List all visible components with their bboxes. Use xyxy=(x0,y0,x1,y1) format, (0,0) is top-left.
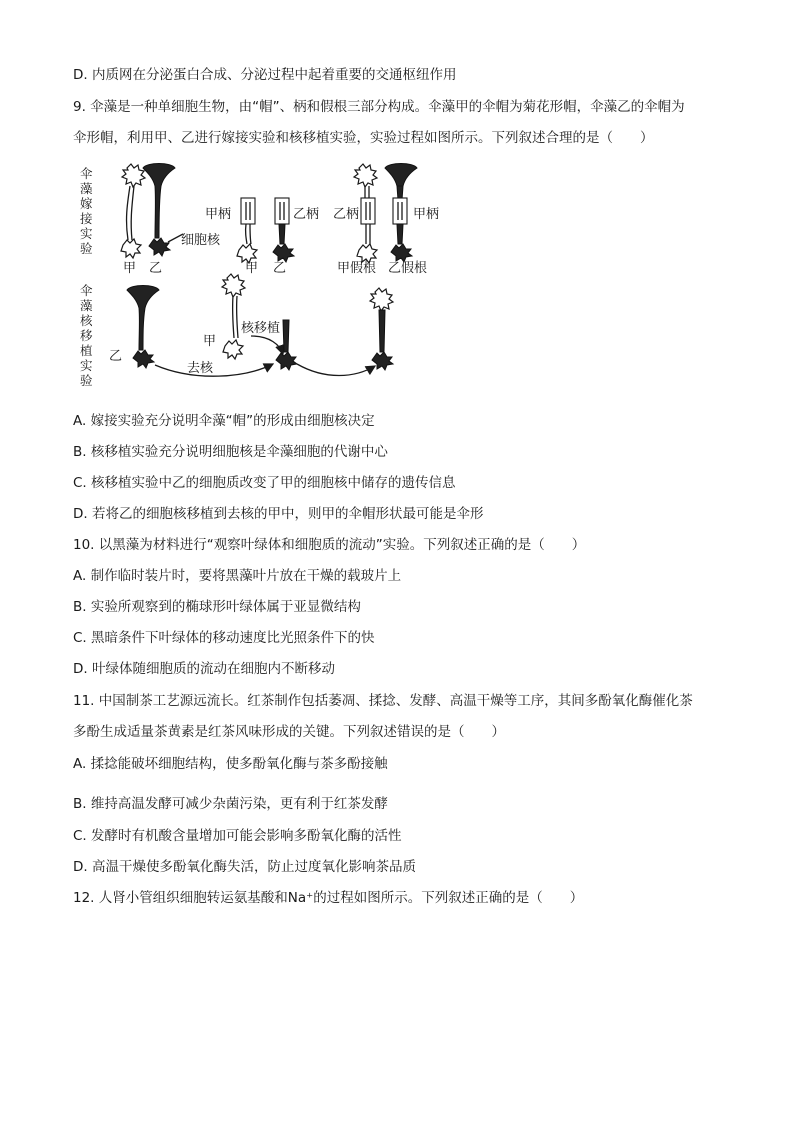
svg-text:验: 验 xyxy=(80,241,93,256)
svg-text:伞: 伞 xyxy=(80,166,93,181)
q9-option-c: C. 核移植实验中乙的细胞质改变了甲的细胞核中储存的遗传信息 xyxy=(73,475,456,491)
label-jia-3: 甲 xyxy=(203,334,217,349)
q10-option-a: A. 制作临时装片时，要将黑藻叶片放在干燥的载玻片上 xyxy=(73,568,402,584)
yi-base-with-jia-stalk xyxy=(273,198,294,262)
jia-base-with-yi-stalk xyxy=(237,198,257,263)
q11-stem-line2: 多酚生成适量茶黄素是红茶风味形成的关键。下列叙述错误的是（ ） xyxy=(73,724,505,740)
label-jia-stalk-1: 甲柄 xyxy=(205,207,232,222)
q11-option-c: C. 发酵时有机酸含量增加可能会影响多酚氧化酶的活性 xyxy=(73,828,402,844)
label-yi-stalk-1: 乙柄 xyxy=(293,207,320,222)
label-yi-stalk-2: 乙柄 xyxy=(333,207,360,222)
transplant-alga-jia xyxy=(222,274,245,359)
label-jia-stalk-2: 甲柄 xyxy=(413,207,440,222)
q11-stem-line1: 11. 中国制茶工艺源远流长。红茶制作包括萎凋、揉捻、发酵、高温干燥等工序，其间多酚氧化酶催化茶 xyxy=(73,693,693,709)
label-yi-3: 乙 xyxy=(109,349,123,364)
q11-option-b: B. 维持高温发酵可减少杂菌污染，更有利于红茶发酵 xyxy=(73,796,388,812)
transplant-arrow xyxy=(251,336,283,354)
svg-text:藻: 藻 xyxy=(80,298,93,313)
graft-experiment-title xyxy=(80,166,93,256)
q12-stem: 12. 人肾小管组织细胞转运氨基酸和Na⁺的过程如图所示。下列叙述正确的是（ ） xyxy=(73,890,584,906)
transplant-experiment-title xyxy=(80,283,93,388)
q10-option-b: B. 实验所观察到的椭球形叶绿体属于亚显微结构 xyxy=(73,599,361,615)
svg-text:验: 验 xyxy=(80,373,93,388)
q8-option-d: D. 内质网在分泌蛋白合成、分泌过程中起着重要的交通枢纽作用 xyxy=(73,67,457,83)
svg-text:藻: 藻 xyxy=(80,181,93,196)
svg-text:接: 接 xyxy=(80,211,93,226)
q9-stem-line2: 伞形帽，利用甲、乙进行嫁接实验和核移植实验，实验过程如图所示。下列叙述合理的是（ ） xyxy=(73,130,654,146)
q10-option-c: C. 黑暗条件下叶绿体的移动速度比光照条件下的快 xyxy=(73,630,375,646)
label-yi-1: 乙 xyxy=(149,261,163,276)
alga-yi-whole xyxy=(143,164,175,257)
svg-text:实: 实 xyxy=(80,358,93,373)
label-nuclear-transplant: 核移植 xyxy=(241,321,281,336)
q10-option-d: D. 叶绿体随细胞质的流动在细胞内不断移动 xyxy=(73,661,335,677)
q9-option-a: A. 嫁接实验充分说明伞藻“帽”的形成由细胞核决定 xyxy=(73,413,375,429)
label-jia-2: 甲 xyxy=(245,261,259,276)
q10-stem: 10. 以黑藻为材料进行“观察叶绿体和细胞质的流动”实验。下列叙述正确的是（ ） xyxy=(73,537,586,553)
result-arrow xyxy=(297,364,375,376)
q11-option-d: D. 高温干燥使多酚氧化酶失活，防止过度氧化影响茶品质 xyxy=(73,859,416,875)
label-enucleate: 去核 xyxy=(187,361,214,376)
q11-option-a: A. 揉捻能破坏细胞结构，使多酚氧化酶与茶多酚接触 xyxy=(73,756,388,772)
svg-text:实: 实 xyxy=(80,226,93,241)
label-yi-rhizoid: 乙假根 xyxy=(388,261,428,276)
q9-stem-line1: 9. 伞藻是一种单细胞生物，由“帽”、柄和假根三部分构成。伞藻甲的伞帽为菊花形帽，伞藻乙的伞帽为 xyxy=(73,99,685,115)
label-nucleus: 细胞核 xyxy=(181,233,221,248)
svg-text:植: 植 xyxy=(80,343,93,358)
transplant-alga-yi xyxy=(127,286,159,369)
q9-option-b: B. 核移植实验充分说明细胞核是伞藻细胞的代谢中心 xyxy=(73,444,388,460)
svg-text:嫁: 嫁 xyxy=(80,196,93,211)
svg-text:核: 核 xyxy=(80,313,93,328)
alga-jia-whole xyxy=(121,164,145,258)
q9-option-d: D. 若将乙的细胞核移植到去核的甲中，则甲的伞帽形状最可能是伞形 xyxy=(73,506,484,522)
transplant-result-alga xyxy=(370,288,393,370)
label-yi-2: 乙 xyxy=(273,261,287,276)
svg-text:伞: 伞 xyxy=(80,283,93,298)
acetabularia-diagram xyxy=(75,160,455,395)
svg-text:移: 移 xyxy=(80,328,93,343)
label-jia-1: 甲 xyxy=(123,261,137,276)
label-jia-rhizoid: 甲假根 xyxy=(337,261,377,276)
enucleate-arrow xyxy=(155,364,273,376)
